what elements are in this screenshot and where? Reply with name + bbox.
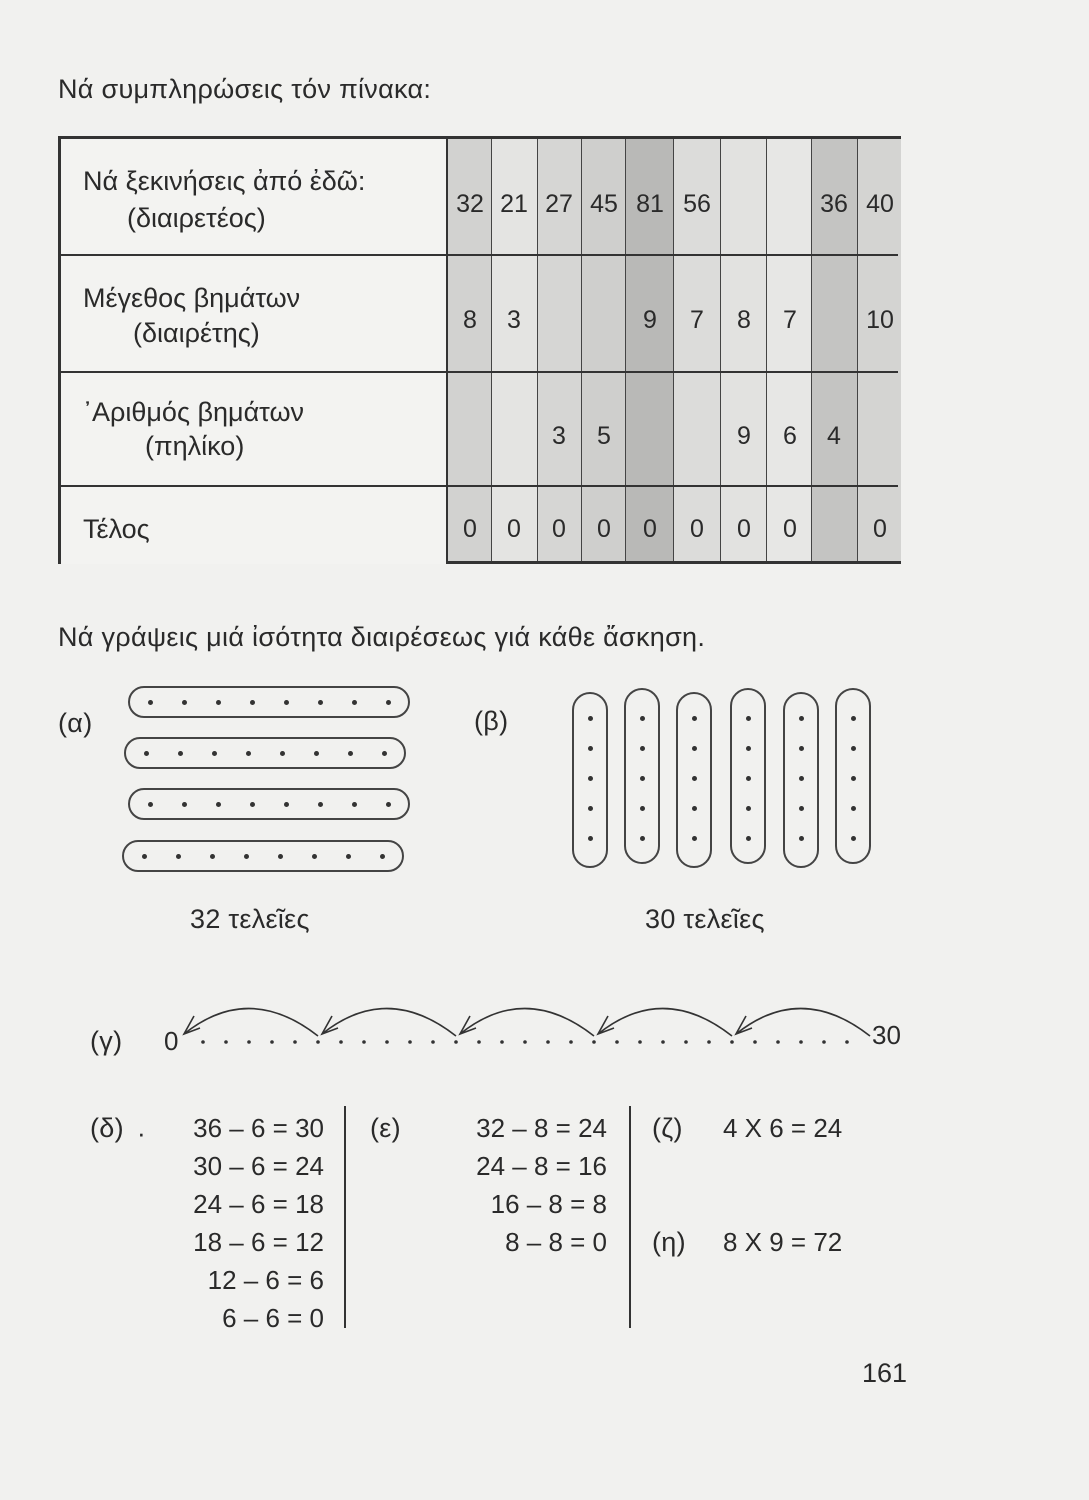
dot [380,854,385,859]
dot [588,776,593,781]
number-line-dot [592,1040,596,1044]
row-divider [61,254,898,256]
number-line-dot [247,1040,251,1044]
dot [312,854,317,859]
part-h-label: (η) [652,1227,686,1257]
cell-value: 0 [552,515,566,543]
dot [799,716,804,721]
dot [799,746,804,751]
dot [348,751,353,756]
dot [250,700,255,705]
dot [799,776,804,781]
number-line-dot [224,1040,228,1044]
jump-arc [184,1008,318,1036]
cell-value: 21 [500,190,528,218]
dot [148,700,153,705]
cell-value: 8 [463,306,477,334]
cell-value: 4 [827,422,841,450]
dot [588,806,593,811]
dot [851,716,856,721]
dot [284,700,289,705]
row-header-line2: (διαιρετέος) [127,203,266,233]
dot [386,700,391,705]
cell-value: 6 [783,422,797,450]
part-d-line: 18 – 6 = 12 [193,1227,324,1257]
number-line-dot [822,1040,826,1044]
cell-value: 0 [783,515,797,543]
row-header-line1: Τέλος [83,514,150,544]
dot [142,854,147,859]
number-line-dot [270,1040,274,1044]
number-line-dot [707,1040,711,1044]
row-divider [61,485,898,487]
dot [280,751,285,756]
part-e-line: 24 – 8 = 16 [476,1151,607,1181]
number-line-end: 30 [872,1020,901,1050]
number-line-dot [615,1040,619,1044]
cell-value: 9 [643,306,657,334]
number-line-dot [293,1040,297,1044]
dot [692,746,697,751]
division-table [58,136,901,564]
dot [746,716,751,721]
number-line-dot [362,1040,366,1044]
part-z-label: (ζ) [652,1113,683,1143]
number-line-dot [684,1040,688,1044]
column-divider [344,1106,346,1328]
dot [851,806,856,811]
cell-value: 0 [463,515,477,543]
number-line-dot [638,1040,642,1044]
number-line-dot [546,1040,550,1044]
cell-value: 7 [690,306,704,334]
number-line-dot [500,1040,504,1044]
number-line-start: 0 [164,1026,179,1056]
number-line-dot [385,1040,389,1044]
dot [640,806,645,811]
number-line-dot [339,1040,343,1044]
cell-value: 81 [636,190,664,218]
number-line-dot [431,1040,435,1044]
number-line-jumps [170,990,890,1060]
number-line-dot [845,1040,849,1044]
part-z-equation: 4 X 6 = 24 [723,1113,843,1143]
part-d-line: 36 – 6 = 30 [193,1113,324,1143]
dot [692,776,697,781]
cell-value: 9 [737,422,751,450]
dot [746,806,751,811]
part-d-label: (δ) [90,1113,124,1143]
dot [692,716,697,721]
dot [382,751,387,756]
cell-value: 10 [866,306,894,334]
dot [182,802,187,807]
bullet-dot-icon: · [137,1118,146,1148]
row-header-line1: Μέγεθος βημάτων [83,283,301,313]
part-e-line: 16 – 8 = 8 [490,1189,607,1219]
row-header-line1: ᾿Αριθμός βημάτων [83,397,305,427]
number-line-dot [661,1040,665,1044]
row-header-divisor [61,255,448,372]
dot [318,700,323,705]
cell-value: 5 [597,422,611,450]
dot [176,854,181,859]
dot [250,802,255,807]
number-line-dot [799,1040,803,1044]
dot-group-row [124,737,406,769]
dot [216,802,221,807]
dot [178,751,183,756]
dot [746,746,751,751]
table-instruction: Νά συμπληρώσεις τόν πίνακα: [58,74,432,104]
column-divider [629,1106,631,1328]
part-c-label: (γ) [90,1026,123,1056]
dot [244,854,249,859]
row-header-end [61,486,448,564]
cell-value: 0 [597,515,611,543]
dot [588,746,593,751]
dot [314,751,319,756]
dot [148,802,153,807]
number-line-dot [776,1040,780,1044]
row-header-line2: (πηλίκο) [145,431,245,461]
row-header-quotient [61,372,448,486]
dot [386,802,391,807]
number-line-dot [477,1040,481,1044]
cell-value: 0 [643,515,657,543]
dot [346,854,351,859]
dot [210,854,215,859]
table-column-7 [721,139,767,561]
number-line-dot [201,1040,205,1044]
dot [799,806,804,811]
page-number: 161 [862,1358,908,1388]
dot [182,700,187,705]
cell-value: 32 [456,190,484,218]
dot [640,716,645,721]
dot [278,854,283,859]
dot-group-row [128,686,410,718]
jump-arc [322,1008,456,1036]
dot [692,806,697,811]
part-b-label: (β) [474,706,509,736]
part-b-caption: 30 τελεῖες [645,904,765,934]
dot [144,751,149,756]
row-header-line1: Νά ξεκινήσεις ἀπό ἐδῶ: [83,166,366,196]
cell-value: 0 [507,515,521,543]
dot [212,751,217,756]
cell-value: 0 [737,515,751,543]
cell-value: 0 [690,515,704,543]
table-column-8 [767,139,812,561]
jump-arc [736,1008,870,1036]
cell-value: 36 [820,190,848,218]
part-a-label: (α) [58,708,93,738]
number-line-dot [523,1040,527,1044]
part-d-line: 30 – 6 = 24 [193,1151,324,1181]
part-e-line: 8 – 8 = 0 [505,1227,607,1257]
part-e-line: 32 – 8 = 24 [476,1113,607,1143]
cell-value: 0 [873,515,887,543]
number-line-dot [454,1040,458,1044]
dot [746,776,751,781]
dot [216,700,221,705]
dot [640,746,645,751]
part-h-equation: 8 X 9 = 72 [723,1227,843,1257]
dot [352,802,357,807]
dot-group-row [128,788,410,820]
number-line-dot [730,1040,734,1044]
part-e-label: (ε) [370,1113,401,1143]
jump-arc [598,1008,732,1036]
part-a-caption: 32 τελεῖες [190,904,310,934]
row-header-line2: (διαιρέτης) [133,318,260,348]
dot [246,751,251,756]
dot [588,836,593,841]
number-line-dot [569,1040,573,1044]
dot [692,836,697,841]
part-d-line: 24 – 6 = 18 [193,1189,324,1219]
part-d-line: 12 – 6 = 6 [207,1265,324,1295]
number-line-dot [408,1040,412,1044]
cell-value: 8 [737,306,751,334]
row-divider [61,371,898,373]
equations-instruction: Νά γράψεις μιά ἰσότητα διαιρέσεως γιά κάθε ἄσκηση. [58,622,706,652]
dot [318,802,323,807]
dot-group-row [122,840,404,872]
dot [640,776,645,781]
row-header-dividend [61,139,448,255]
dot [352,700,357,705]
dot [851,776,856,781]
dot [851,836,856,841]
number-line-dot [316,1040,320,1044]
dot [640,836,645,841]
cell-value: 27 [545,190,573,218]
cell-value: 3 [507,306,521,334]
cell-value: 45 [590,190,618,218]
dot [799,836,804,841]
cell-value: 7 [783,306,797,334]
cell-value: 40 [866,190,894,218]
dot [588,716,593,721]
jump-arc [460,1008,594,1036]
part-d-line: 6 – 6 = 0 [222,1303,324,1333]
number-line-dot [753,1040,757,1044]
dot [284,802,289,807]
dot [851,746,856,751]
cell-value: 3 [552,422,566,450]
dot [746,836,751,841]
cell-value: 56 [683,190,711,218]
